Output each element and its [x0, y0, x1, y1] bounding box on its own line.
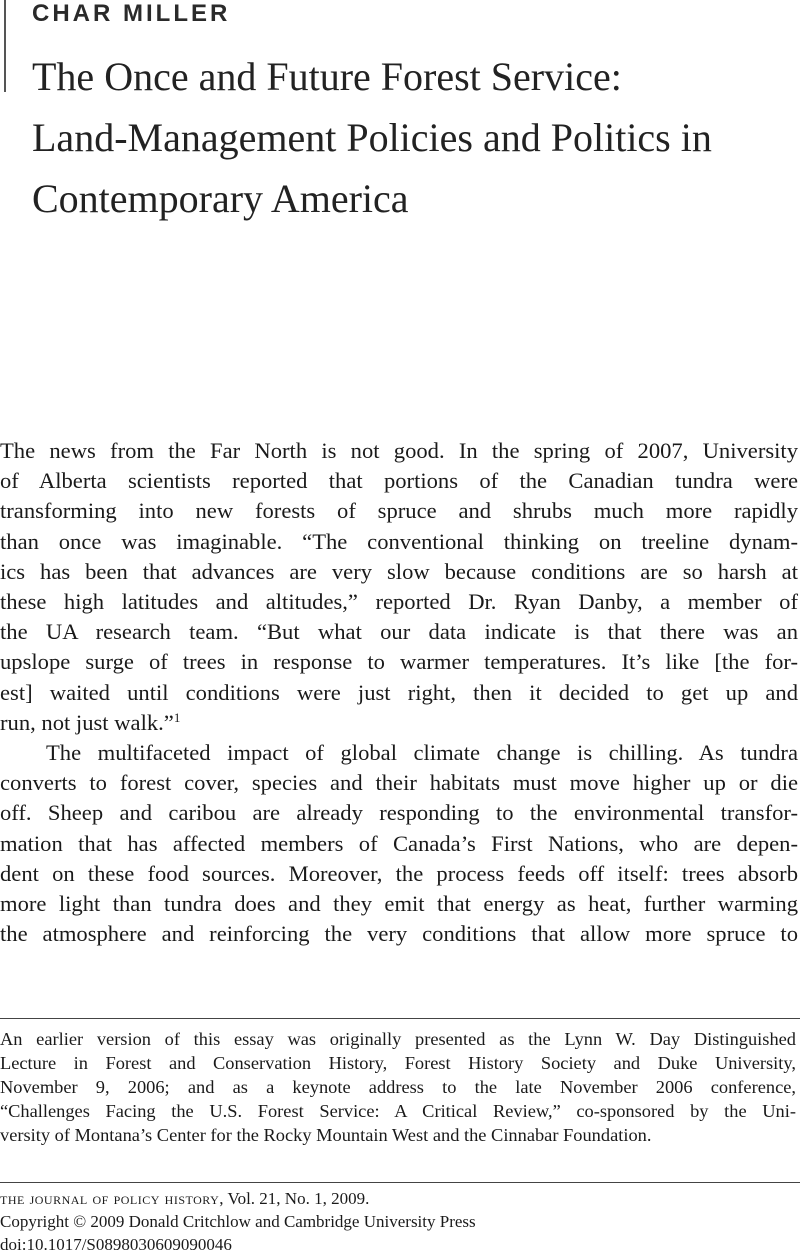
footnote-reference[interactable]: 1 [173, 709, 181, 725]
body-line: transforming into new forests of spruce and shrubs much more rapidly [0, 498, 798, 524]
title-line: The Once and Future Forest Service: [32, 54, 622, 99]
body-line: more light than tundra does and they emit that energy as heat, further warming [0, 891, 798, 917]
header-vertical-rule [4, 0, 6, 92]
journal-line [0, 1187, 796, 1210]
doi-link[interactable]: doi:10.1017/S0898030609090046 [0, 1235, 232, 1254]
body-line: The multifaceted impact of global climate change is chilling. As tundra [46, 740, 798, 766]
footnote-line: An earlier version of this essay was originally presented as the Lynn W. Day Distinguished [0, 1029, 796, 1049]
body-line: est] waited until conditions were just right, then it decided to get up and [0, 679, 798, 705]
body-line: the atmosphere and reinforcing the very conditions that allow more spruce to [0, 921, 798, 947]
body-line: of Alberta scientists reported that portions of the Canadian tundra were [0, 468, 798, 494]
body-line: these high latitudes and altitudes,” reported Dr. Ryan Danby, a member of [0, 589, 798, 615]
journal-name: the journal of policy history [0, 1189, 220, 1208]
footnote-line: Lecture in Forest and Conservation History, Forest History Society and Duke University, [0, 1053, 796, 1073]
body-paragraph-2 [0, 738, 798, 949]
body-line-text: run, not just walk.” [0, 709, 174, 735]
body-line: the UA research team. “But what our data indicate is that there was an [0, 619, 798, 645]
footnote-line: versity of Montana’s Center for the Rocky Mountain West and the Cinnabar Foundation. [0, 1125, 652, 1145]
journal-citation [0, 1187, 796, 1256]
copyright-notice: Copyright © 2009 Donald Critchlow and Cambridge University Press [0, 1212, 476, 1231]
body-line: off. Sheep and caribou are already responding to the environmental transfor- [0, 800, 798, 826]
body-line: converts to forest cover, species and their habitats must move higher up or die [0, 770, 798, 796]
body-line: upslope surge of trees in response to warmer temperatures. It’s like [the for- [0, 649, 798, 675]
title-line: Contemporary America [32, 176, 409, 221]
journal-volume: , Vol. 21, No. 1, 2009. [219, 1189, 370, 1208]
footnote-line: November 9, 2006; and as a keynote address to the late November 2006 conference, [0, 1077, 796, 1097]
author-name: CHAR MILLER [32, 0, 231, 27]
citation-divider [0, 1182, 800, 1183]
footnote-divider [0, 1018, 800, 1019]
title-line: Land-Management Policies and Politics in [32, 115, 712, 160]
body-line-last [0, 708, 798, 738]
body-line: mation that has affected members of Canada’s First Nations, who are depen- [0, 830, 798, 856]
footnote-line: “Challenges Facing the U.S. Forest Service: A Critical Review,” co-sponsored by the Uni- [0, 1101, 796, 1121]
article-title [32, 46, 792, 229]
body-line: The news from the Far North is not good. In the spring of 2007, University [0, 438, 798, 463]
article-body [0, 436, 798, 949]
body-line: ics has been that advances are very slow because conditions are so harsh at [0, 558, 798, 584]
body-paragraph-1 [0, 436, 798, 738]
body-line: than once was imaginable. “The conventional thinking on treeline dynam- [0, 528, 798, 554]
body-line: dent on these food sources. Moreover, the process feeds off itself: trees absorb [0, 860, 798, 886]
author-footnote [0, 1027, 796, 1147]
